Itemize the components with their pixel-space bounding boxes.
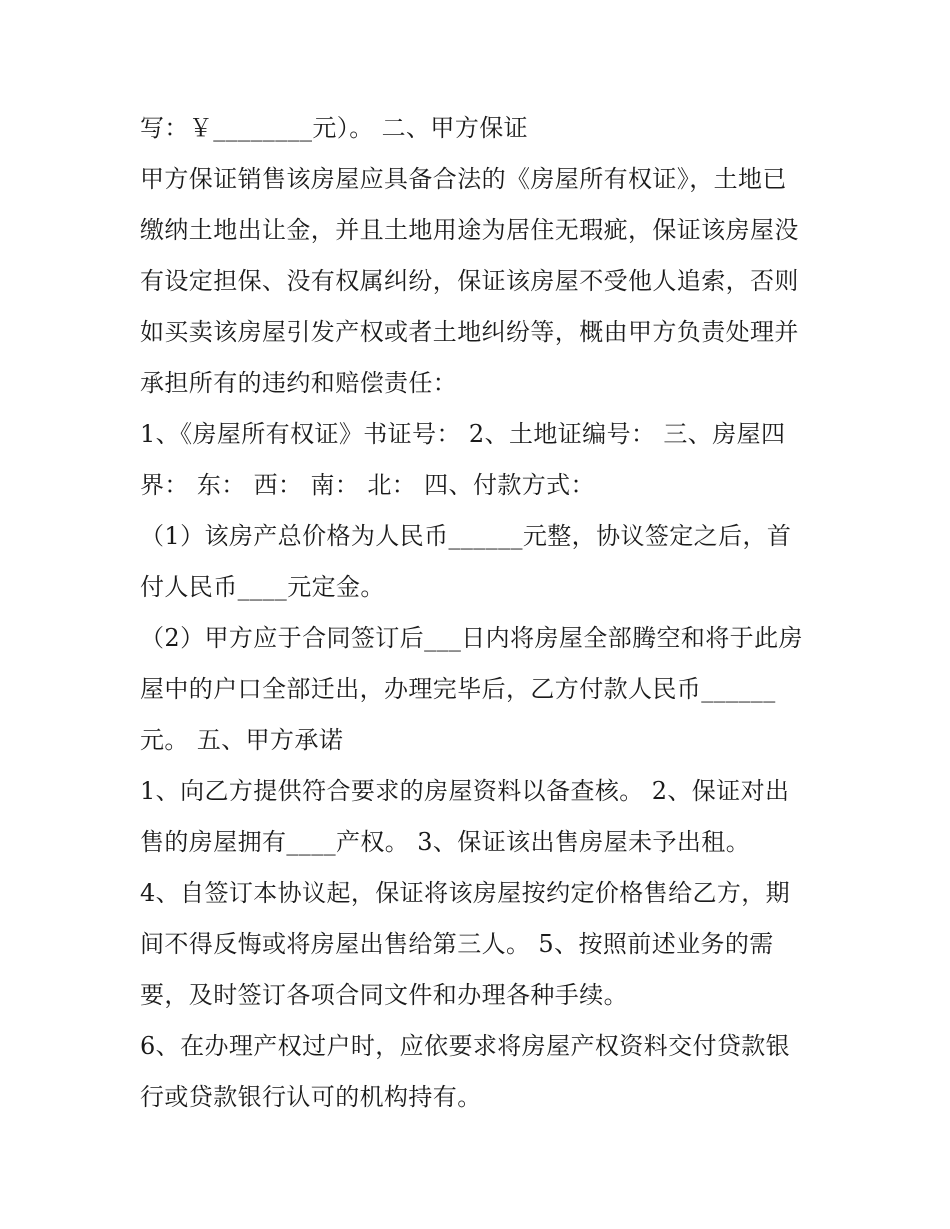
text-line: 屋中的户口全部迁出，办理完毕后，乙方付款人民币______ <box>140 675 776 703</box>
text-line: 缴纳土地出让金，并且土地用途为居住无瑕疵，保证该房屋没 <box>140 216 799 244</box>
text-line: 承担所有的违约和赔偿责任： <box>140 369 458 397</box>
text-line: 6、在办理产权过户时，应依要求将房屋产权资料交付贷款银 <box>140 1032 791 1060</box>
document-body <box>140 103 820 1123</box>
text-line: 付人民币____元定金。 <box>140 573 385 601</box>
text-line: 1、《房屋所有权证》书证号： 2、土地证编号： 三、房屋四 <box>140 420 786 448</box>
text-line: 元。 五、甲方承诺 <box>140 726 344 754</box>
text-line: 要，及时签订各项合同文件和办理各种手续。 <box>140 981 628 1009</box>
text-line: 如买卖该房屋引发产权或者土地纠纷等，概由甲方负责处理并 <box>140 318 799 346</box>
text-line: 间不得反悔或将房屋出售给第三人。 5、按照前述业务的需 <box>140 930 774 958</box>
text-line: 售的房屋拥有____产权。 3、保证该出售房屋未予出租。 <box>140 828 751 856</box>
text-line: （1）该房产总价格为人民币______元整，协议签定之后，首 <box>140 522 792 550</box>
text-line: 甲方保证销售该房屋应具备合法的《房屋所有权证》，土地已 <box>140 165 787 193</box>
text-line: 1、向乙方提供符合要求的房屋资料以备查核。 2、保证对出 <box>140 777 790 805</box>
text-line: 4、自签订本协议起，保证将该房屋按约定价格售给乙方，期 <box>140 879 791 907</box>
text-line: 行或贷款银行认可的机构持有。 <box>140 1083 482 1111</box>
text-line: 有设定担保、没有权属纠纷，保证该房屋不受他人追索，否则 <box>140 267 799 295</box>
text-line: （2）甲方应于合同签订后___日内将房屋全部腾空和将于此房 <box>140 624 803 652</box>
text-line: 写：￥________元）。 二、甲方保证 <box>140 114 529 142</box>
text-line: 界： 东： 西： 南： 北： 四、付款方式： <box>140 471 595 499</box>
